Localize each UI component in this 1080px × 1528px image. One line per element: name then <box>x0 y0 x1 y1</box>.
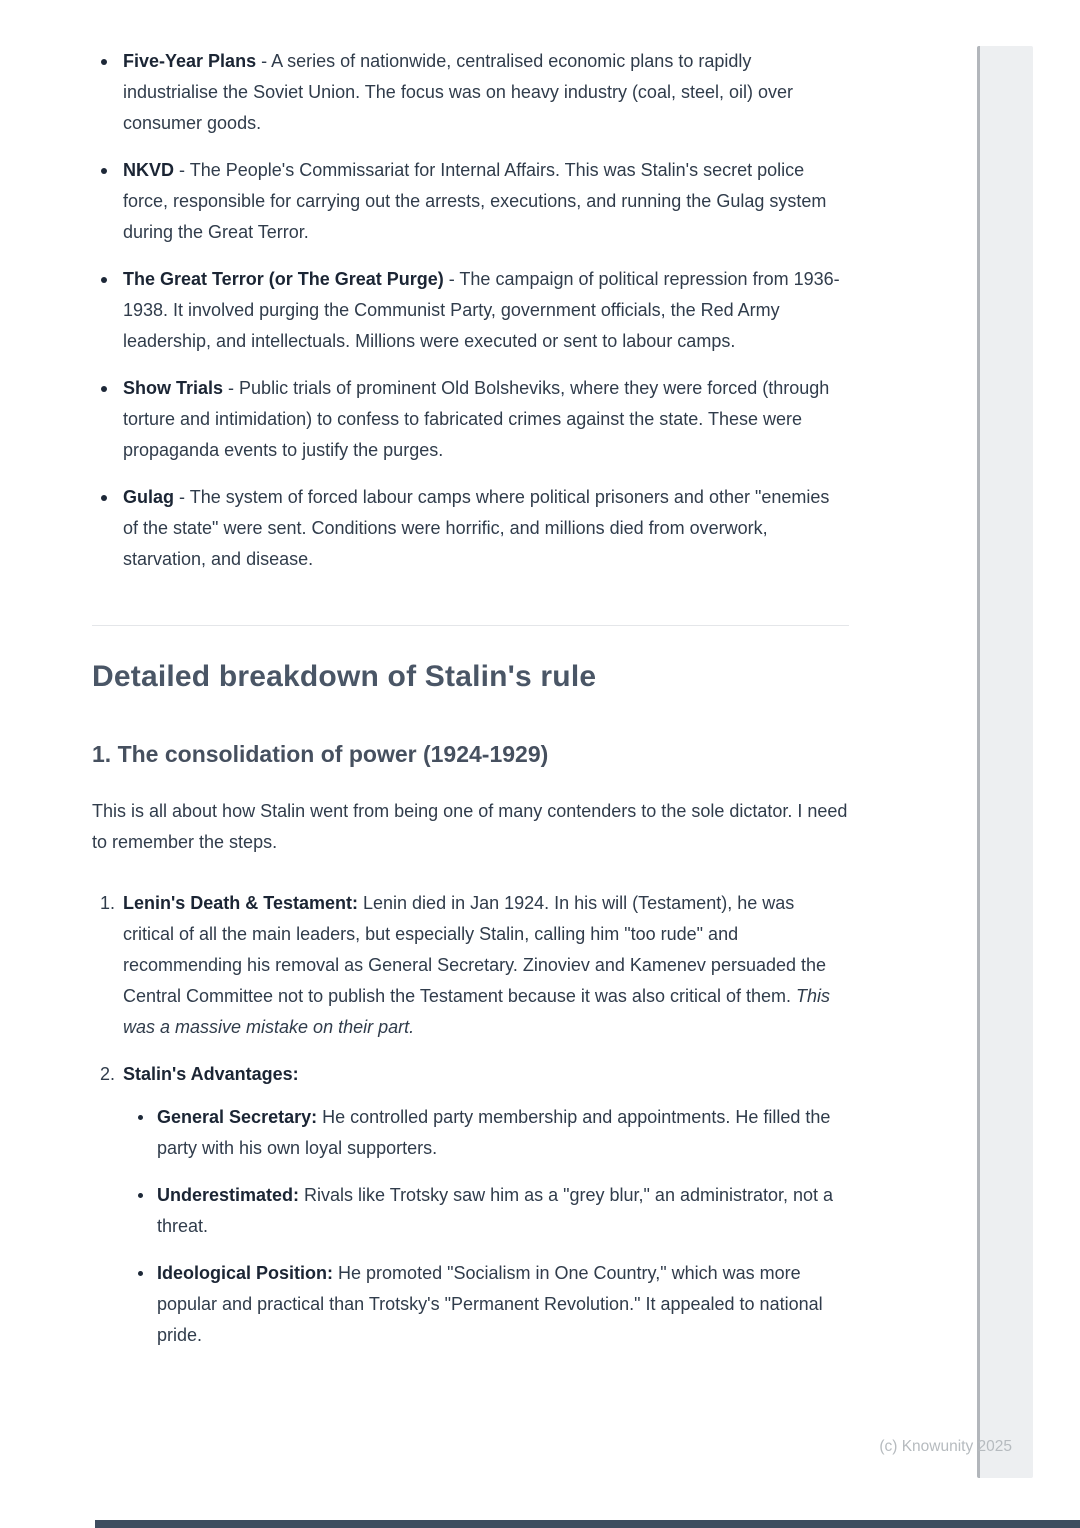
page-title: Detailed breakdown of Stalin's rule <box>92 660 597 693</box>
section-divider <box>92 625 849 626</box>
sub-item-text: Rivals like Trotsky saw him as a "grey blur," an administrator, not a threat. <box>157 1185 834 1236</box>
item-label: Stalin's Advantages: <box>123 1064 299 1084</box>
item-number: 2. <box>100 1064 116 1084</box>
list-item <box>92 264 849 357</box>
bullet-icon <box>138 1271 143 1276</box>
term-label: Five-Year Plans <box>123 51 257 71</box>
copyright-watermark: (c) Knowunity 2025 <box>879 1438 1012 1455</box>
bullet-icon <box>138 1193 143 1198</box>
list-item <box>92 482 849 575</box>
list-item <box>92 46 849 139</box>
scrollbar-track[interactable] <box>977 46 1033 1478</box>
glossary-list <box>92 46 849 575</box>
bullet-icon <box>101 386 107 392</box>
bullet-icon <box>101 168 107 174</box>
sub-item-text: He promoted "Socialism in One Country," which was more popular and practical than Trotsky's "Permanent Revolution." It appealed to national pride. <box>157 1263 823 1345</box>
sub-item-text: He controlled party membership and appointments. He filled the party with his own loyal supporters. <box>157 1107 831 1158</box>
list-item <box>123 1102 849 1164</box>
term-label: Gulag <box>123 487 175 507</box>
term-label: NKVD <box>123 160 175 180</box>
term-description: - The People's Commissariat for Internal Affairs. This was Stalin's secret police force, responsible for carrying out the arrests, executions, and running the Gulag system during the Great Terror. <box>123 160 827 242</box>
document-page <box>92 0 849 1367</box>
sub-item-label: Underestimated: <box>157 1185 300 1205</box>
item-text: Lenin died in Jan 1924. In his will (Testament), he was critical of all the main leaders, but especially Stalin, calling him "too rude" and recommending his removal as General Secretary. Zinoviev and Kamenev persuaded the Central Committee not to publish the Testament because it was also critical of them. <box>123 893 827 1006</box>
numbered-item <box>92 1059 849 1351</box>
list-item <box>92 373 849 466</box>
bullet-icon <box>138 1115 143 1120</box>
bullet-icon <box>101 59 107 65</box>
list-item <box>123 1180 849 1242</box>
section-heading: 1. The consolidation of power (1924-1929) <box>92 741 549 767</box>
sub-item-label: General Secretary: <box>157 1107 318 1127</box>
item-number: 1. <box>100 893 116 913</box>
term-description: - Public trials of prominent Old Bolsheviks, where they were forced (through torture and intimidation) to confess to fabricated crimes against the state. These were propaganda events to justify the purges. <box>123 378 830 460</box>
term-label: Show Trials <box>123 378 224 398</box>
term-description: - The system of forced labour camps where political prisoners and other "enemies of the state" were sent. Conditions were horrific, and millions died from overwork, starvation, and disease. <box>123 487 830 569</box>
term-description: - The campaign of political repression from 1936-1938. It involved purging the Communist Party, government officials, the Red Army leadership, and intellectuals. Millions were executed or sent to labour camps. <box>123 269 840 351</box>
bullet-icon <box>101 495 107 501</box>
term-label: The Great Terror (or The Great Purge) <box>123 269 444 289</box>
list-item <box>123 1258 849 1351</box>
numbered-list <box>92 888 849 1351</box>
item-label: Lenin's Death & Testament: <box>123 893 358 913</box>
numbered-item <box>92 888 849 1043</box>
sub-bullet-list <box>123 1102 849 1351</box>
intro-paragraph: This is all about how Stalin went from being one of many contenders to the sole dictator. I need to remember the steps. <box>92 801 848 852</box>
term-description: - A series of nationwide, centralised economic plans to rapidly industrialise the Soviet Union. The focus was on heavy industry (coal, steel, oil) over consumer goods. <box>123 51 793 133</box>
bullet-icon <box>101 277 107 283</box>
bottom-bar <box>95 1520 1080 1528</box>
list-item <box>92 155 849 248</box>
item-note: This was a massive mistake on their part. <box>123 986 831 1037</box>
sub-item-label: Ideological Position: <box>157 1263 334 1283</box>
